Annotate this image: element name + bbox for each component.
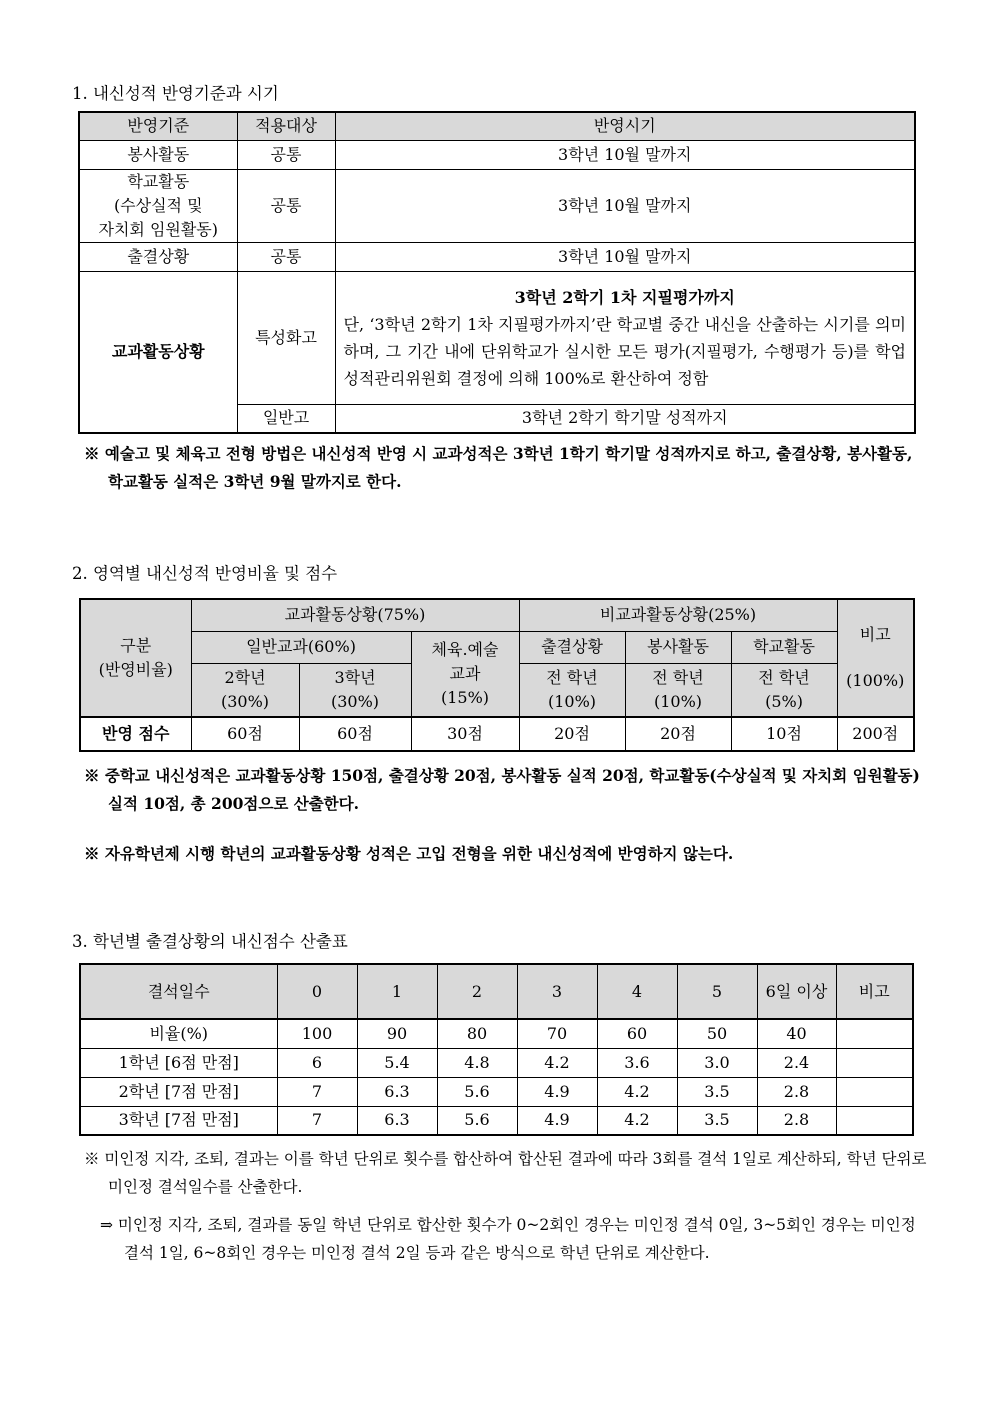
header-day: 4 — [597, 964, 677, 1019]
value-cell: 4.2 — [517, 1048, 597, 1077]
value-cell: 3.6 — [597, 1048, 677, 1077]
score-cell: 20점 — [625, 717, 731, 751]
section2-title: 2. 영역별 내신성적 반영비율 및 점수 — [72, 564, 338, 583]
value-cell: 3.5 — [677, 1106, 757, 1135]
header-day: 2 — [437, 964, 517, 1019]
row-label: 3학년 [7점 만점] — [80, 1106, 277, 1135]
volunteer-sub-header — [625, 663, 731, 717]
note-text: ※ 예술고 및 체육고 전형 방법은 내신성적 반영 시 교과성적은 3학년 1학기 학기말 성적까지로 하고, 출결상황, 봉사활동, 학교활동 실적은 3학년 9월 말까지로 한다. — [84, 444, 913, 491]
value-cell: 70 — [517, 1019, 597, 1048]
value-cell: 80 — [437, 1019, 517, 1048]
target-cell: 공통 — [237, 140, 335, 169]
header-day: 0 — [277, 964, 357, 1019]
section2-note2 — [72, 840, 927, 868]
criterion-cell — [79, 169, 237, 242]
attendance-sub-header — [519, 663, 625, 717]
school-activity-sub-header — [731, 663, 837, 717]
row-label: 2학년 [7점 만점] — [80, 1077, 277, 1106]
pe-arts-line: 체육.예술 — [431, 639, 499, 659]
special-timing-title: 3학년 2학기 1차 지필평가까지 — [514, 287, 735, 307]
target-cell: 공통 — [237, 169, 335, 242]
reflection-criteria-table — [78, 111, 916, 434]
header-criterion: 반영기준 — [79, 112, 237, 140]
value-cell: 6 — [277, 1048, 357, 1077]
table-row — [80, 1106, 913, 1135]
criterion-cell: 출결상황 — [79, 242, 237, 271]
value-cell: 2.8 — [757, 1077, 836, 1106]
remarks-cell — [836, 1048, 913, 1077]
category-header — [80, 599, 191, 717]
nonacademic-group-header: 비교과활동상황(25%) — [519, 599, 837, 631]
value-cell: 4.8 — [437, 1048, 517, 1077]
category-line: (반영비율) — [98, 660, 173, 679]
volunteer-header: 봉사활동 — [625, 631, 731, 663]
value-cell: 50 — [677, 1019, 757, 1048]
score-label: 반영 점수 — [80, 717, 191, 751]
pe-arts-line: 교과 — [449, 663, 481, 683]
remarks-line: 비고 — [859, 625, 891, 644]
value-cell: 4.2 — [597, 1077, 677, 1106]
header-absence-days: 결석일수 — [80, 964, 277, 1019]
special-timing-desc: 단, ‘3학년 2학기 1차 지필평가까지’란 학교별 중간 내신을 산출하는 시기를 의미하며, 그 기간 내에 단위학교가 실시한 모든 평가(지필평가, 수행평가 등)를 학업성적관리위원회 결정에 의해 100%로 환산하여 정함 — [343, 314, 906, 388]
header-day: 6일 이상 — [757, 964, 836, 1019]
pe-arts-line: (15%) — [440, 687, 490, 707]
school-activity-header: 학교활동 — [731, 631, 837, 663]
criterion-line: 학교활동 — [127, 171, 190, 191]
table-row — [80, 1048, 913, 1077]
header-timing: 반영시기 — [335, 112, 915, 140]
value-cell: 100 — [277, 1019, 357, 1048]
table-row — [79, 242, 915, 271]
timing-cell: 3학년 2학기 학기말 성적까지 — [335, 404, 915, 433]
value-cell: 5.4 — [357, 1048, 437, 1077]
general-subjects-header: 일반교과(60%) — [191, 631, 411, 663]
attendance-score-table — [79, 963, 914, 1136]
grade2-header — [191, 663, 299, 717]
table-row — [79, 169, 915, 242]
header-day: 1 — [357, 964, 437, 1019]
sub-line: 전 학년 — [652, 667, 704, 687]
attendance-header: 출결상황 — [519, 631, 625, 663]
table-row — [80, 1077, 913, 1106]
target-cell: 일반고 — [237, 404, 335, 433]
criterion-cell: 교과활동상황 — [79, 271, 237, 433]
value-cell: 6.3 — [357, 1077, 437, 1106]
table-row — [80, 717, 914, 751]
header-day: 5 — [677, 964, 757, 1019]
sub-line: (5%) — [765, 691, 803, 711]
target-cell: 공통 — [237, 242, 335, 271]
value-cell: 4.9 — [517, 1106, 597, 1135]
category-line: 구분 — [120, 636, 152, 655]
pe-arts-header — [411, 631, 519, 717]
timing-cell: 3학년 10월 말까지 — [335, 242, 915, 271]
value-cell: 60 — [597, 1019, 677, 1048]
value-cell: 2.8 — [757, 1106, 836, 1135]
note-text: ※ 미인정 지각, 조퇴, 결과는 이를 학년 단위로 횟수를 합산하여 합산된 결과에 따라 3회를 결석 1일로 계산하되, 학년 단위로 미인정 결석일수를 산출한다. — [84, 1150, 927, 1196]
value-cell: 3.0 — [677, 1048, 757, 1077]
remarks-cell — [836, 1077, 913, 1106]
grade-line: 3학년 — [334, 667, 376, 687]
score-cell: 60점 — [299, 717, 411, 751]
academic-group-header: 교과활동상황(75%) — [191, 599, 519, 631]
value-cell: 40 — [757, 1019, 836, 1048]
table-row — [79, 271, 915, 404]
value-cell: 6.3 — [357, 1106, 437, 1135]
timing-cell: 3학년 10월 말까지 — [335, 169, 915, 242]
value-cell: 7 — [277, 1077, 357, 1106]
score-cell: 20점 — [519, 717, 625, 751]
section1-title: 1. 내신성적 반영기준과 시기 — [72, 84, 279, 103]
score-cell: 60점 — [191, 717, 299, 751]
sub-line: 전 학년 — [758, 667, 810, 687]
remarks-cell — [836, 1019, 913, 1048]
value-cell: 4.2 — [597, 1106, 677, 1135]
value-cell: 2.4 — [757, 1048, 836, 1077]
score-ratio-table — [79, 598, 915, 752]
value-cell: 5.6 — [437, 1106, 517, 1135]
timing-cell: 3학년 10월 말까지 — [335, 140, 915, 169]
sub-line: (10%) — [653, 691, 703, 711]
section1-note — [72, 440, 927, 496]
grade-line: (30%) — [330, 691, 380, 711]
value-cell: 4.9 — [517, 1077, 597, 1106]
note-text: ⇒ 미인정 지각, 조퇴, 결과를 동일 학년 단위로 합산한 횟수가 0~2회인 경우는 미인정 결석 0일, 3~5회인 경우는 미인정 결석 1일, 6~8회인 경우는 미인정 결석 2일 등과 같은 방식으로 학년 단위로 계산한다. — [100, 1216, 916, 1262]
grade-line: (30%) — [220, 691, 270, 711]
table-row — [79, 140, 915, 169]
table-row — [80, 1019, 913, 1048]
criterion-cell: 봉사활동 — [79, 140, 237, 169]
score-cell: 30점 — [411, 717, 519, 751]
row-label: 1학년 [6점 만점] — [80, 1048, 277, 1077]
value-cell: 90 — [357, 1019, 437, 1048]
header-remarks: 비고 — [836, 964, 913, 1019]
header-day: 3 — [517, 964, 597, 1019]
row-label: 비율(%) — [80, 1019, 277, 1048]
value-cell: 7 — [277, 1106, 357, 1135]
remarks-line: (100%) — [846, 671, 905, 690]
remarks-cell — [836, 1106, 913, 1135]
grade-line: 2학년 — [224, 667, 266, 687]
grade3-header — [299, 663, 411, 717]
score-cell: 10점 — [731, 717, 837, 751]
note-text: ※ 자유학년제 시행 학년의 교과활동상황 성적은 고입 전형을 위한 내신성적에 반영하지 않는다. — [84, 844, 734, 863]
section3-note1 — [72, 1145, 927, 1201]
sub-line: (10%) — [547, 691, 597, 711]
value-cell: 3.5 — [677, 1077, 757, 1106]
target-cell: 특성화고 — [237, 271, 335, 404]
timing-cell — [335, 271, 915, 404]
section2-note1 — [72, 762, 927, 818]
value-cell: 5.6 — [437, 1077, 517, 1106]
section3-note2 — [88, 1211, 927, 1267]
score-cell: 200점 — [837, 717, 914, 751]
section3-title: 3. 학년별 출결상황의 내신점수 산출표 — [72, 932, 348, 951]
criterion-line: 자치회 임원활동) — [98, 219, 219, 239]
header-target: 적용대상 — [237, 112, 335, 140]
note-text: ※ 중학교 내신성적은 교과활동상황 150점, 출결상황 20점, 봉사활동 실적 20점, 학교활동(수상실적 및 자치회 임원활동) 실적 10점, 총 200점으로 산출한다. — [84, 766, 920, 813]
criterion-line: (수상실적 및 — [113, 195, 203, 215]
sub-line: 전 학년 — [546, 667, 598, 687]
remarks-header — [837, 599, 914, 717]
